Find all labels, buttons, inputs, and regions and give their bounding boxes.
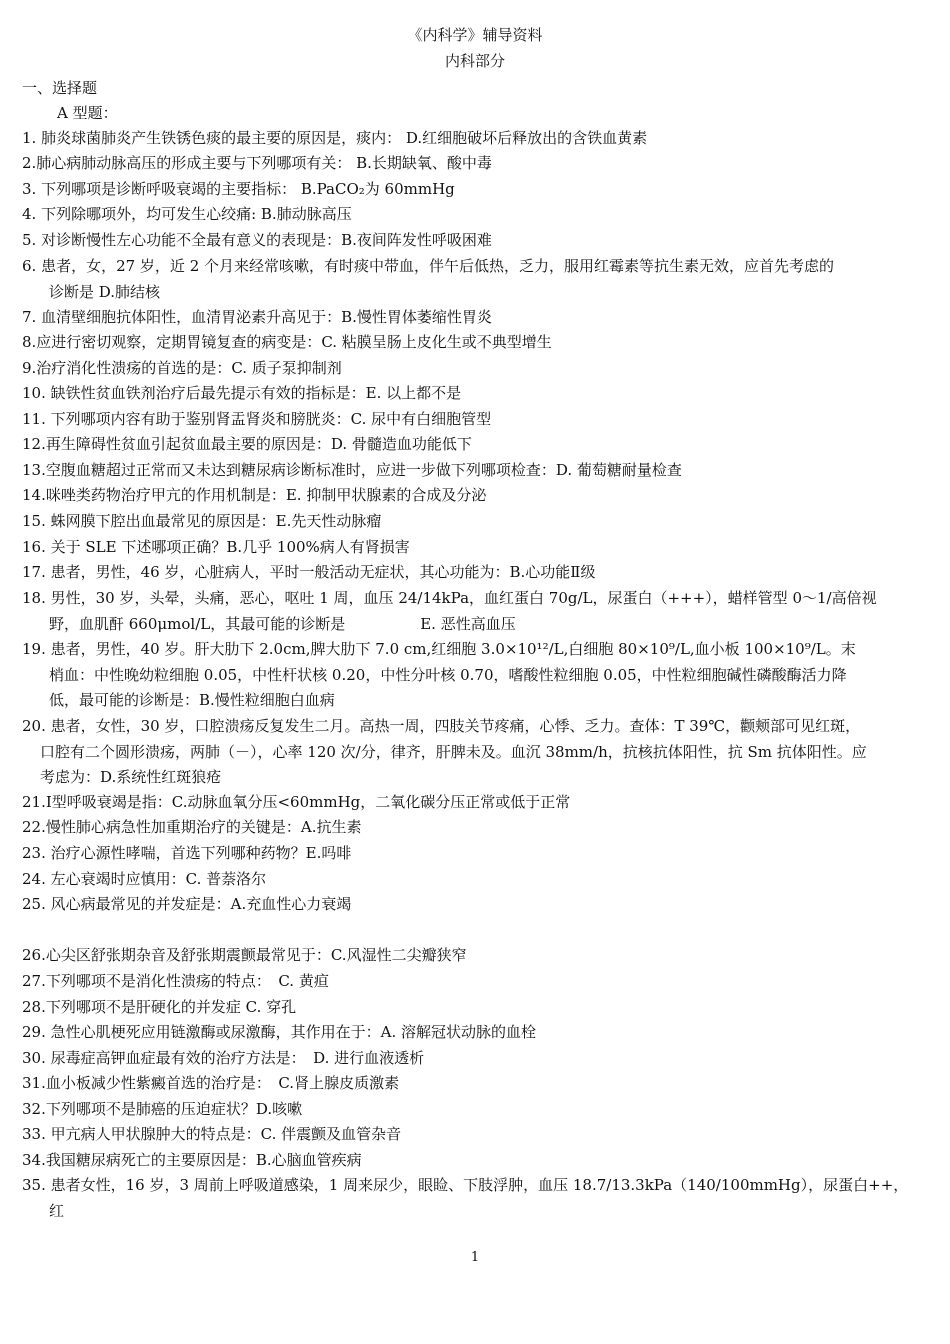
question-item	[22, 560, 930, 586]
question-text: 29. 急性心肌梗死应用链激酶或尿激酶，其作用在于：A. 溶解冠状动脉的血栓	[22, 1023, 536, 1041]
question-item	[22, 483, 930, 509]
question-text: 32.下列哪项不是肺癌的压迫症状？D.咳嗽	[22, 1100, 303, 1118]
question-item	[22, 892, 930, 918]
question-continuation: 野，血肌酐 660μmol/L，其最可能的诊断是 E. 恶性高血压	[49, 614, 516, 633]
question-text: 5. 对诊断慢性左心功能不全最有意义的表现是：B.夜间阵发性呼吸困难	[22, 231, 492, 249]
question-text: 19. 患者，男性，40 岁。肝大肋下 2.0cm,脾大肋下 7.0 cm,红细胞 3.0×10¹²/L,白细胞 80×10⁹/L,血小板 100×10⁹/L。末	[22, 640, 856, 658]
question-text: 11. 下列哪项内容有助于鉴别肾盂肾炎和膀胱炎：C. 尿中有白细胞管型	[22, 410, 492, 428]
question-item	[22, 458, 930, 484]
question-item	[22, 1046, 930, 1072]
question-item	[22, 790, 930, 816]
question-text: 31.血小板减少性紫癜首选的治疗是： C.肾上腺皮质激素	[22, 1074, 400, 1092]
question-item	[22, 407, 930, 433]
question-item	[22, 151, 930, 177]
question-item	[22, 637, 930, 714]
question-text: 26.心尖区舒张期杂音及舒张期震颤最常见于：C.风湿性二尖瓣狭窄	[22, 946, 467, 964]
question-continuation: 低，最可能的诊断是：B.慢性粒细胞白血病	[49, 691, 335, 709]
question-continuation: 考虑为：D.系统性红斑狼疮	[40, 768, 222, 786]
question-item	[22, 867, 930, 893]
question-text: 35. 患者女性，16 岁，3 周前上呼吸道感染，1 周来尿少，眼睑、下肢浮肿，血压 18.7/13.3kPa（140/100mmHg），尿蛋白++，	[22, 1176, 909, 1194]
question-item	[22, 126, 930, 152]
question-item	[22, 943, 930, 969]
question-item	[22, 1097, 930, 1123]
question-text: 4. 下列除哪项外，均可发生心绞痛: B.肺动脉高压	[22, 205, 352, 223]
subsection-heading: A 型题：	[57, 104, 118, 122]
question-text: 6. 患者，女，27 岁，近 2 个月来经常咳嗽，有时痰中带血，伴午后低热，乏力，服用红霉素等抗生素无效，应首先考虑的	[22, 257, 835, 275]
question-item	[22, 177, 930, 203]
document-title: 《内科学》辅导资料	[407, 26, 543, 44]
question-text: 14.咪唑类药物治疗甲亢的作用机制是：E. 抑制甲状腺素的合成及分泌	[22, 486, 487, 504]
document-subtitle: 内科部分	[444, 52, 505, 70]
section-heading: 一、选择题	[22, 79, 98, 97]
question-text: 18. 男性，30 岁，头晕，头痛，恶心，呕吐 1 周，血压 24/14kPa，血红蛋白 70g/L，尿蛋白（+++），蜡样管型 0～1/高倍视	[22, 589, 877, 607]
question-item	[22, 815, 930, 841]
question-text: 20. 患者，女性，30 岁，口腔溃疡反复发生二月。高热一周，四肢关节疼痛，心悸、乏力。查体：T 39℃，颧颊部可见红斑，	[22, 717, 861, 735]
question-text: 16. 关于 SLE 下述哪项正确？B.几乎 100%病人有肾损害	[22, 538, 410, 556]
question-text: 2.肺心病肺动脉高压的形成主要与下列哪项有关： B.长期缺氧、酸中毒	[22, 154, 492, 172]
question-item	[22, 1148, 930, 1174]
question-text: 33. 甲亢病人甲状腺肿大的特点是：C. 伴震颤及血管杂音	[22, 1125, 402, 1143]
question-text: 24. 左心衰竭时应慎用：C. 普萘洛尔	[22, 870, 267, 888]
question-item	[22, 509, 930, 535]
question-text: 9.治疗消化性溃疡的首选的是：C. 质子泵抑制剂	[22, 359, 342, 377]
question-item	[22, 1020, 930, 1046]
question-text: 8.应进行密切观察，定期胃镜复查的病变是：C. 粘膜呈肠上皮化生或不典型增生	[22, 333, 552, 351]
question-item	[22, 841, 930, 867]
question-item	[22, 432, 930, 458]
question-text: 13.空腹血糖超过正常而又未达到糖尿病诊断标准时，应进一步做下列哪项检查：D. 葡萄糖耐量检查	[22, 461, 682, 479]
page-number: 1	[470, 1250, 480, 1265]
question-item	[22, 535, 930, 561]
question-item	[22, 381, 930, 407]
question-continuation: 红	[49, 1201, 65, 1220]
question-item	[22, 586, 930, 637]
question-item	[22, 1122, 930, 1148]
question-item	[22, 356, 930, 382]
question-text: 30. 尿毒症高钾血症最有效的治疗方法是： D. 进行血液透析	[22, 1049, 425, 1067]
question-item	[22, 714, 930, 791]
question-item	[22, 1071, 930, 1097]
question-item	[22, 330, 930, 356]
question-text: 27.下列哪项不是消化性溃疡的特点： C. 黄疸	[22, 972, 329, 990]
question-continuation: 口腔有二个圆形溃疡，两肺（－），心率 120 次/分，律齐，肝脾未及。血沉 38mm/h，抗核抗体阳性，抗 Sm 抗体阳性。应	[40, 742, 867, 761]
question-text: 34.我国糖尿病死亡的主要原因是：B.心脑血管疾病	[22, 1151, 362, 1169]
question-text: 12.再生障碍性贫血引起贫血最主要的原因是：D. 骨髓造血功能低下	[22, 435, 472, 453]
question-text: 21.Ⅰ型呼吸衰竭是指：C.动脉血氧分压<60mmHg，二氧化碳分压正常或低于正常	[22, 793, 571, 811]
question-text: 22.慢性肺心病急性加重期治疗的关键是：A.抗生素	[22, 818, 362, 836]
question-item	[22, 202, 930, 228]
question-text: 25. 风心病最常见的并发症是：A.充血性心力衰竭	[22, 895, 352, 913]
question-item	[22, 305, 930, 331]
question-item	[22, 969, 930, 995]
question-text: 15. 蛛网膜下腔出血最常见的原因是：E.先天性动脉瘤	[22, 512, 382, 530]
question-item	[22, 254, 930, 305]
question-text: 23. 治疗心源性哮喘，首选下列哪种药物？E.吗啡	[22, 844, 352, 862]
question-text: 3. 下列哪项是诊断呼吸衰竭的主要指标： B.PaCO₂为 60mmHg	[22, 180, 455, 198]
question-continuation: 诊断是 D.肺结核	[49, 282, 161, 301]
question-continuation: 梢血：中性晚幼粒细胞 0.05，中性杆状核 0.20，中性分叶核 0.70，嗜酸性粒细胞 0.05，中性粒细胞碱性磷酸酶活力降	[49, 665, 847, 684]
question-text: 17. 患者，男性，46 岁，心脏病人，平时一般活动无症状，其心功能为：B.心功能Ⅱ级	[22, 563, 596, 581]
question-text: 1. 肺炎球菌肺炎产生铁锈色痰的最主要的原因是，痰内： D.红细胞破坏后释放出的含铁血黄素	[22, 129, 648, 147]
question-item	[22, 1173, 930, 1224]
question-item	[22, 995, 930, 1021]
question-text: 10. 缺铁性贫血铁剂治疗后最先提示有效的指标是：E. 以上都不是	[22, 384, 462, 402]
question-text: 7. 血清壁细胞抗体阳性，血清胃泌素升高见于：B.慢性胃体萎缩性胃炎	[22, 308, 492, 326]
question-text: 28.下列哪项不是肝硬化的并发症 C. 穿孔	[22, 998, 297, 1016]
question-item	[22, 228, 930, 254]
